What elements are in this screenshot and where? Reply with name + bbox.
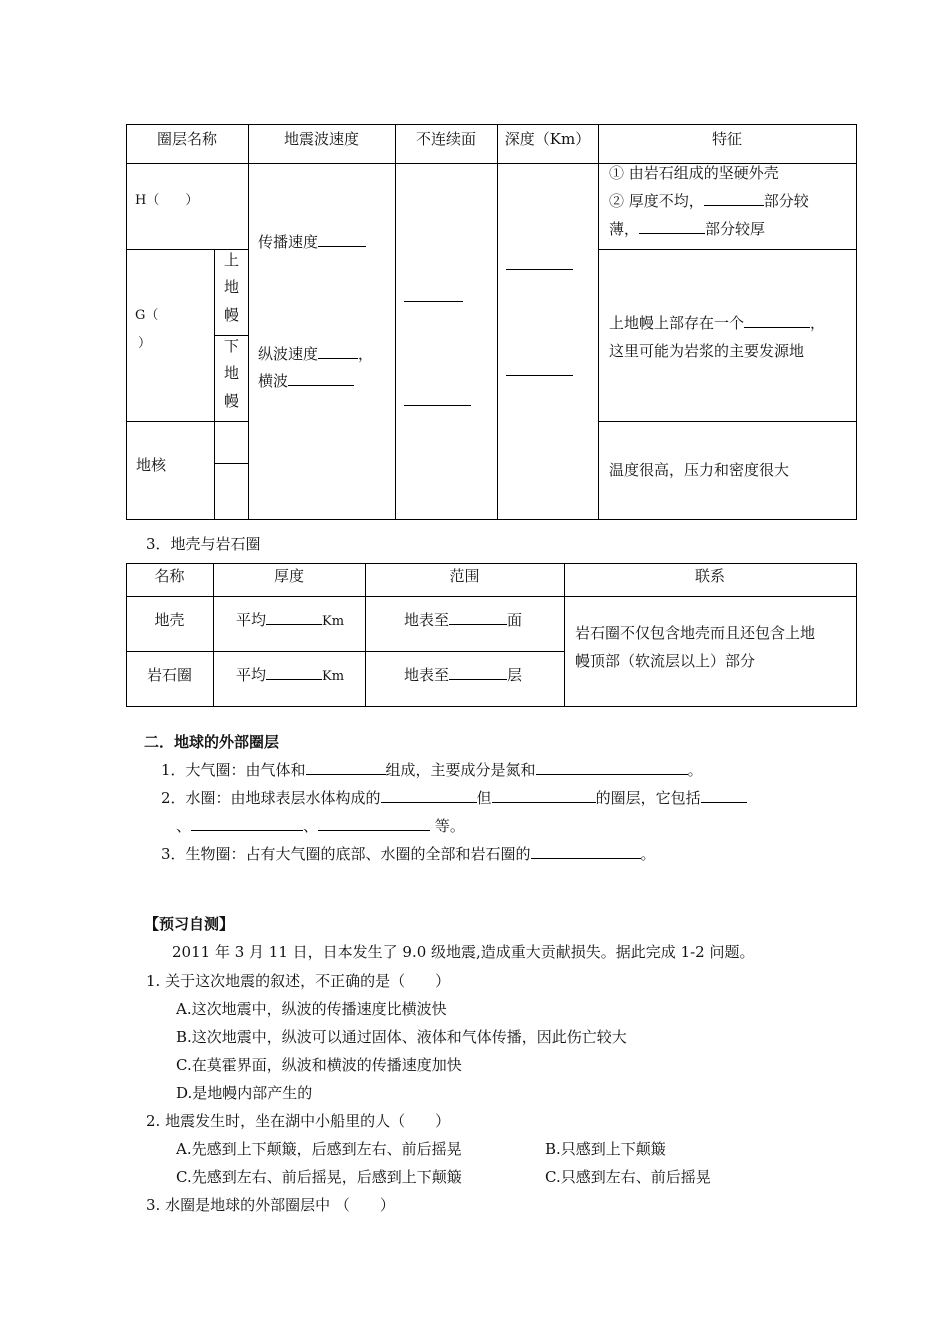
speed-p-wave: 纵波速度 ， — [258, 345, 374, 363]
t2-row-thickness: 平均 Km — [236, 666, 345, 684]
upper-mantle-char-3: 幔 — [224, 306, 240, 324]
header-layer-name: 圈层名称 — [156, 130, 217, 148]
hydrosphere-item-cont: 、 、 等。 — [176, 817, 465, 835]
blank-field — [191, 816, 303, 831]
question-1-option-a: A.这次地震中，纵波的传播速度比横波快 — [176, 1000, 447, 1018]
outer-spheres-title: 二．地球的外部圈层 — [144, 733, 280, 751]
lower-mantle-char-1: 下 — [224, 337, 240, 355]
t2-row-name: 地壳 — [154, 611, 185, 629]
feature-core: 温度很高，压力和密度很大 — [609, 461, 790, 479]
blank-field — [639, 219, 705, 234]
layer-g-label: G（ — [135, 308, 159, 323]
section-crust-lithosphere-title: 3．地壳与岩石圈 — [146, 535, 261, 553]
feature-crust-2: ② 厚度不均， 部分较 — [609, 192, 809, 210]
t2-row-range: 地表至 层 — [404, 666, 523, 684]
atmosphere-item: 1．大气圈：由气体和 组成，主要成分是氮和 。 — [161, 761, 703, 779]
blank-discontinuity-2 — [404, 405, 471, 406]
blank-field — [704, 191, 764, 206]
header-wave-speed: 地震波速度 — [283, 130, 359, 148]
t2-header-name: 名称 — [154, 567, 185, 585]
question-2-option-d: C.只感到左右、前后摇晃 — [545, 1168, 711, 1186]
t2-row-name: 岩石圈 — [146, 666, 192, 684]
blank-field — [531, 844, 641, 859]
blank-field — [492, 788, 596, 803]
t2-relation-line-1: 岩石圈不仅包含地壳而且还包含上地 — [575, 624, 816, 642]
question-1-option-d: D.是地幔内部产生的 — [176, 1084, 313, 1102]
blank-field — [266, 610, 322, 625]
blank-field — [306, 760, 386, 775]
t2-header-thickness: 厚度 — [273, 567, 304, 585]
t2-header-range: 范围 — [449, 567, 480, 585]
feature-mantle-1: 上地幔上部存在一个 ， — [609, 314, 826, 332]
question-2-option-c: C.先感到左右、前后摇晃，后感到上下颠簸 — [176, 1168, 462, 1186]
question-2: 2. 地震发生时，坐在湖中小船里的人（ ） — [146, 1112, 451, 1130]
blank-field — [318, 232, 366, 247]
layer-g-label-close: ） — [138, 336, 152, 351]
blank-field — [449, 665, 507, 680]
blank-field — [744, 313, 810, 328]
header-depth: 深度（Km） — [504, 130, 591, 148]
header-feature: 特征 — [711, 130, 742, 148]
question-1: 1. 关于这次地震的叙述，不正确的是（ ） — [146, 972, 451, 990]
feature-crust-1: ① 由岩石组成的坚硬外壳 — [609, 164, 779, 182]
layer-core-label: 地核 — [136, 456, 167, 474]
question-1-option-b: B.这次地震中，纵波可以通过固体、液体和气体传播，因此伤亡较大 — [176, 1028, 627, 1046]
upper-mantle-char-2: 地 — [224, 278, 240, 296]
question-3: 3. 水圈是地球的外部圈层中 （ ） — [146, 1196, 395, 1214]
lower-mantle-char-2: 地 — [224, 364, 240, 382]
lower-mantle-char-3: 幔 — [224, 392, 240, 410]
layer-h-label: H（ ） — [135, 193, 199, 208]
blank-discontinuity-1 — [404, 301, 463, 302]
t2-row-thickness: 平均 Km — [236, 611, 345, 629]
blank-field — [318, 816, 430, 831]
biosphere-item: 3．生物圈：占有大气圈的底部、水圈的全部和岩石圈的 。 — [161, 845, 656, 863]
blank-field — [536, 760, 688, 775]
feature-mantle-2: 这里可能为岩浆的主要发源地 — [609, 342, 805, 360]
blank-field — [318, 344, 358, 359]
question-1-option-c: C.在莫霍界面，纵波和横波的传播速度加快 — [176, 1056, 462, 1074]
speed-propagation: 传播速度 — [258, 232, 366, 252]
preview-title: 【预习自测】 — [144, 915, 235, 933]
blank-depth-2 — [506, 375, 573, 376]
question-2-option-a: A.先感到上下颠簸，后感到左右、前后摇晃 — [176, 1140, 462, 1158]
blank-field — [288, 371, 354, 386]
upper-mantle-char-1: 上 — [224, 251, 240, 269]
hydrosphere-item: 2．水圈：由地球表层水体构成的 但 的圈层，它包括 — [161, 788, 747, 808]
question-2-option-b: B.只感到上下颠簸 — [545, 1140, 666, 1158]
blank-depth-1 — [506, 269, 573, 270]
blank-field — [266, 665, 322, 680]
t2-row-range: 地表至 面 — [404, 611, 523, 629]
blank-field — [449, 610, 507, 625]
t2-relation-line-2: 幔顶部（软流层以上）部分 — [575, 652, 756, 670]
feature-crust-3: 薄， 部分较厚 — [609, 220, 766, 238]
t2-header-relation: 联系 — [694, 567, 725, 585]
preview-intro: 2011 年 3 月 11 日，日本发生了 9.0 级地震,造成重大贡献损失。据此完成 1-2 问题。 — [172, 943, 755, 961]
header-discontinuity: 不连续面 — [415, 130, 476, 148]
blank-field — [701, 788, 747, 803]
blank-field — [381, 788, 477, 803]
speed-s-wave: 横波 — [258, 371, 354, 391]
